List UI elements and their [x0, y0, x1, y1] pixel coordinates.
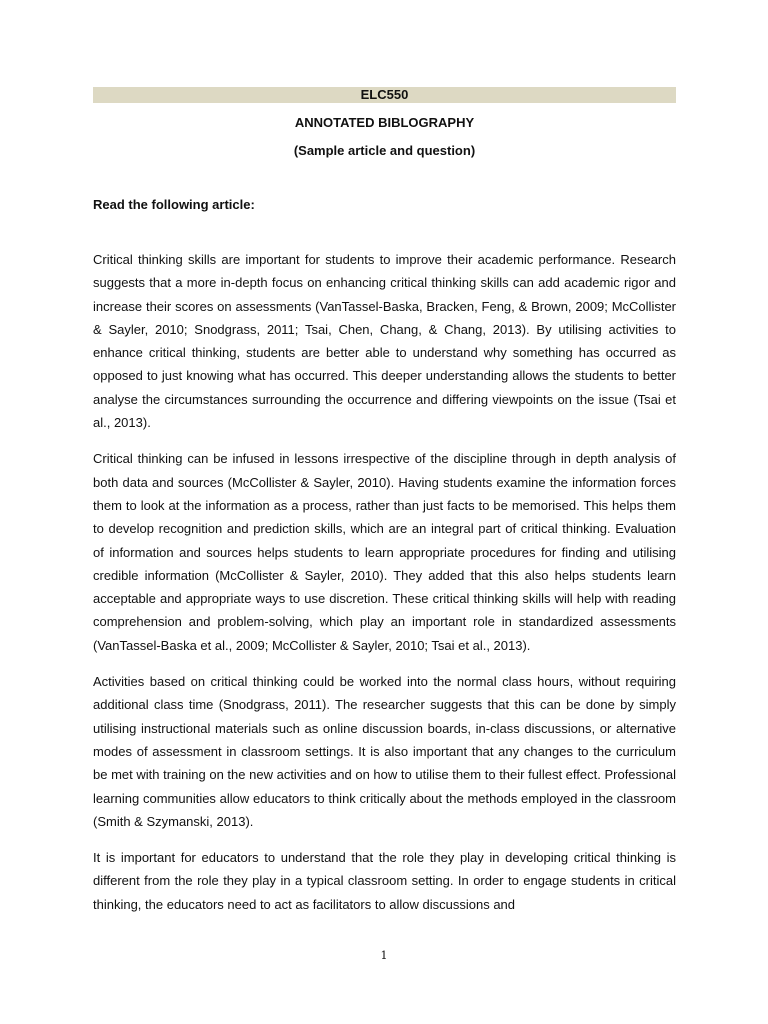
article-paragraph-1: Critical thinking skills are important for students to improve their academic performance. Research suggests that a more in-depth focus on enhancing critical thinking skills can add academic rigor and increase their scores on assessments (VanTassel-Baska, Bracken, Feng, & Brown, 2009; McCollister & Sayler, 2010; Snodgrass, 2011; Tsai, Chen, Chang, & Chang, 2013). By utilising activities to enhance critical thinking, students are better able to understand why something has occurred as opposed to just knowing what has occurred. This deeper understanding allows the students to better analyse the circumstances surrounding the occurrence and differing viewpoints on the issue (Tsai et al., 2013).: [93, 252, 676, 431]
course-code-text: ELC550: [360, 87, 409, 102]
instruction-heading: Read the following article:: [93, 197, 255, 212]
page-number: 1: [380, 949, 388, 962]
article-paragraph-4: It is important for educators to understand that the role they play in developing critical thinking is different from the role they play in a typical classroom setting. In order to engage students in critical thinking, the educators need to act as facilitators to allow discussions and: [93, 850, 676, 912]
course-code-heading: [93, 87, 676, 103]
article-paragraph-3: Activities based on critical thinking could be worked into the normal class hours, without requiring additional class time (Snodgrass, 2011). The researcher suggests that this can be done by simply utilising instructional materials such as online discussion boards, in-class discussions, or alternative modes of assessment in classroom settings. It is also important that any changes to the curriculum be met with training on the new activities and on how to utilise them to their fullest effect. Professional learning communities allow educators to think critically about the methods employed in the classroom (Smith & Szymanski, 2013).: [93, 674, 676, 829]
document-title: ANNOTATED BIBLOGRAPHY: [294, 115, 475, 130]
document-subtitle: (Sample article and question): [293, 143, 476, 158]
article-body: [93, 248, 676, 929]
article-paragraph-2: Critical thinking can be infused in lessons irrespective of the discipline through in depth analysis of both data and sources (McCollister & Sayler, 2010). Having students examine the information forces them to look at the information as a process, rather than just facts to be memorised. This helps them to develop recognition and prediction skills, which are an integral part of critical thinking. Evaluation of information and sources helps students to learn appropriate procedures for finding and utilising credible information (McCollister & Sayler, 2010). They added that this also helps students learn acceptable and appropriate ways to use discretion. These critical thinking skills will help with reading comprehension and problem-solving, which play an important role in standardized assessments (VanTassel-Baska et al., 2009; McCollister & Sayler, 2010; Tsai et al., 2013).: [93, 451, 676, 653]
